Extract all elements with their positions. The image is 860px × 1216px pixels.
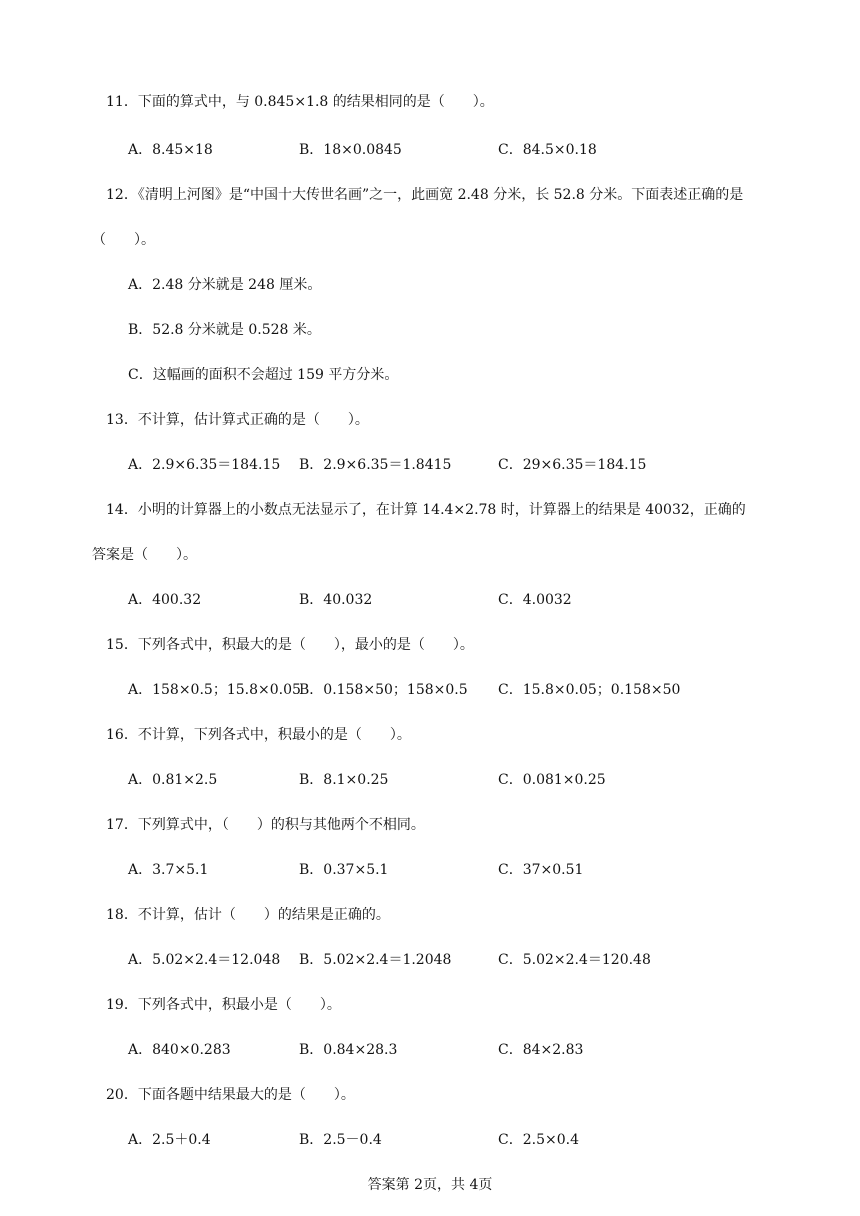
question-16-option-a: A．0.81×2.5 — [128, 772, 218, 788]
question-13-option-c: C．29×6.35＝184.15 — [498, 457, 647, 473]
question-12-option-a: A．2.48 分米就是 248 厘米。 — [128, 277, 322, 293]
question-13-stem: 13．不计算，估计算式正确的是（ ）。 — [106, 412, 369, 428]
question-11-option-b: B．18×0.0845 — [299, 142, 402, 158]
question-20-option-a: A．2.5＋0.4 — [128, 1132, 211, 1148]
question-14-option-a: A．400.32 — [128, 592, 202, 608]
question-12-stem: 12．《清明上河图》是“中国十大传世名画”之一，此画宽 2.48 分米，长 52.8 分米。下面表述正确的是 — [106, 187, 744, 203]
question-16-stem: 16．不计算，下列各式中，积最小的是（ ）。 — [106, 727, 411, 743]
question-17-option-a: A．3.7×5.1 — [128, 862, 209, 878]
question-13-option-b: B．2.9×6.35＝1.8415 — [299, 457, 452, 473]
question-19-option-a: A．840×0.283 — [128, 1042, 231, 1058]
question-11-option-a: A．8.45×18 — [128, 142, 213, 158]
question-20-stem: 20．下面各题中结果最大的是（ ）。 — [106, 1087, 355, 1103]
question-18-stem: 18．不计算，估计（ ）的结果是正确的。 — [106, 907, 390, 923]
question-14-stem-continued: 答案是（ ）。 — [92, 547, 197, 563]
question-19-option-c: C．84×2.83 — [498, 1042, 584, 1058]
question-17-stem: 17．下列算式中，（ ）的积与其他两个不相同。 — [106, 817, 425, 833]
question-20-option-b: B．2.5－0.4 — [299, 1132, 382, 1148]
question-14-stem: 14．小明的计算器上的小数点无法显示了，在计算 14.4×2.78 时，计算器上的结果是 40032，正确的 — [106, 502, 746, 518]
question-15-option-a: A．158×0.5；15.8×0.05 — [128, 682, 301, 698]
question-18-option-a: A．5.02×2.4＝12.048 — [128, 952, 281, 968]
question-20-option-c: C．2.5×0.4 — [498, 1132, 579, 1148]
question-14-option-c: C．4.0032 — [498, 592, 572, 608]
question-19-option-b: B．0.84×28.3 — [299, 1042, 398, 1058]
page-footer: 答案第 2页，共 4页 — [367, 1177, 493, 1193]
question-18-option-c: C．5.02×2.4＝120.48 — [498, 952, 651, 968]
question-15-option-b: B．0.158×50；158×0.5 — [299, 682, 468, 698]
question-15-stem: 15．下列各式中，积最大的是（ ），最小的是（ ）。 — [106, 637, 474, 653]
question-12-option-c: C．这幅画的面积不会超过 159 平方分米。 — [128, 367, 399, 383]
question-17-option-b: B．0.37×5.1 — [299, 862, 389, 878]
question-16-option-b: B．8.1×0.25 — [299, 772, 389, 788]
question-13-option-a: A．2.9×6.35＝184.15 — [128, 457, 281, 473]
question-12-option-b: B．52.8 分米就是 0.528 米。 — [128, 322, 321, 338]
question-17-option-c: C．37×0.51 — [498, 862, 584, 878]
question-14-option-b: B．40.032 — [299, 592, 373, 608]
question-11-stem: 11．下面的算式中，与 0.845×1.8 的结果相同的是（ ）。 — [106, 94, 494, 110]
question-18-option-b: B．5.02×2.4＝1.2048 — [299, 952, 452, 968]
question-19-stem: 19．下列各式中，积最小是（ ）。 — [106, 997, 341, 1013]
question-16-option-c: C．0.081×0.25 — [498, 772, 606, 788]
question-12-stem-continued: （ ）。 — [92, 232, 155, 248]
question-15-option-c: C．15.8×0.05；0.158×50 — [498, 682, 681, 698]
question-11-option-c: C．84.5×0.18 — [498, 142, 597, 158]
